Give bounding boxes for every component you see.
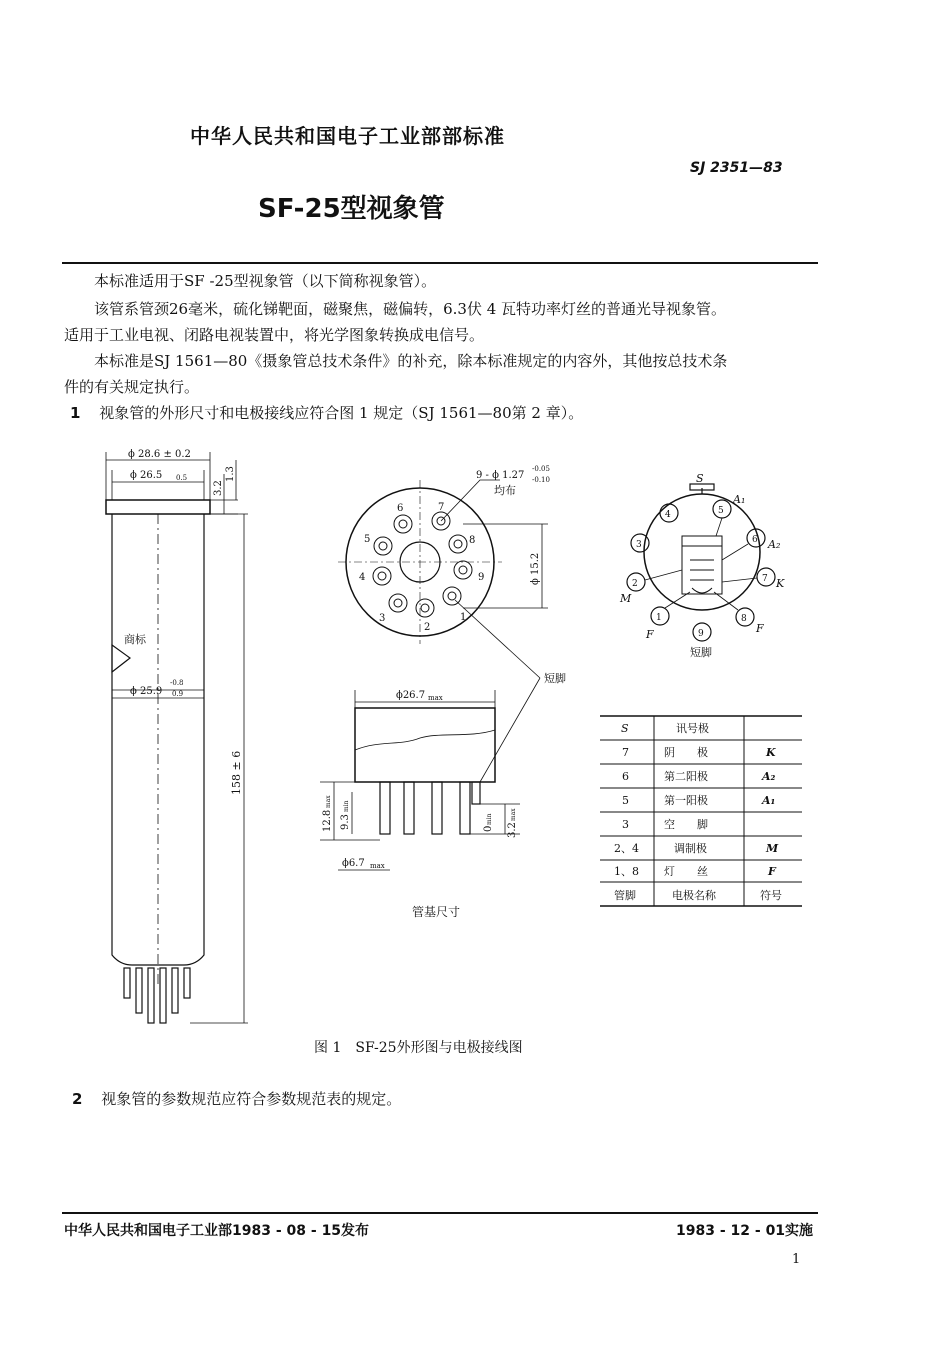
- table-r7-pin: 管脚: [614, 889, 636, 902]
- tube-dim-3-2: 3.2: [213, 480, 224, 496]
- tube-dim-1-3: 1.3: [225, 466, 236, 482]
- base-pin-holes-spec: 9 - ϕ 1.27: [476, 470, 525, 481]
- section-1: [64, 400, 824, 426]
- tube-dim-inner: ϕ 26.5: [130, 470, 163, 481]
- base-pin-1: 1: [460, 612, 467, 623]
- schem-pin-8: 8: [741, 614, 747, 624]
- tube-dim-neck-tol-top: -0.8: [170, 679, 184, 687]
- base-side-view: [320, 690, 520, 870]
- schem-pin-2: 2: [632, 579, 638, 589]
- schem-pin-3: 3: [636, 540, 642, 550]
- base-pin-9: 9: [478, 572, 485, 583]
- base-side-h3-sub: max: [510, 808, 517, 821]
- paragraph-reference-1: 本标准是SJ 1561—80《摄象管总技术条件》的补充，除本标准规定的内容外，其他按总技术条: [94, 352, 728, 370]
- section-1-text: 视象管的外形尺寸和电极接线应符合图 1 规定（SJ 1561—80第 2 章）。: [99, 404, 584, 422]
- table-r1-name: 阴 极: [664, 746, 708, 759]
- tube-length: 158 ± 6: [230, 750, 243, 795]
- document-title: SF-25型视象管: [258, 194, 445, 224]
- base-pin-3: 3: [379, 613, 386, 624]
- schem-pin-6: 6: [752, 535, 758, 545]
- schem-pin-1: 1: [656, 613, 662, 623]
- section-1-number: 1: [70, 404, 81, 422]
- schem-label-f2: F: [756, 622, 764, 635]
- table-r3-name: 第一阳极: [664, 794, 708, 807]
- base-pin-7: 7: [438, 502, 445, 513]
- schem-pin-9: 9: [698, 629, 704, 639]
- schem-short-pin: 短脚: [690, 646, 712, 659]
- table-r6-sym: F: [768, 865, 776, 878]
- header-rule: [62, 262, 818, 264]
- table-r5-pin: 2、4: [614, 842, 639, 855]
- schem-pin-5: 5: [718, 506, 724, 516]
- base-pin-2: 2: [424, 622, 431, 633]
- base-side-h3: 3.2: [507, 822, 518, 838]
- base-side-gap-sub: min: [486, 813, 493, 825]
- schem-pin-7: 7: [762, 574, 768, 584]
- table-r5-sym: M: [766, 842, 779, 855]
- base-pin-distributed: 均布: [494, 484, 516, 497]
- table-r3-sym: A₁: [762, 794, 776, 807]
- table-r7-sym: 符号: [760, 889, 782, 902]
- tube-dim-neck-tol-bot: 0.9: [172, 690, 184, 698]
- table-r3-pin: 5: [622, 794, 629, 807]
- schem-label-a2: A₂: [768, 538, 781, 551]
- base-short-pin-label: 短脚: [544, 672, 566, 685]
- section-2-number: 2: [72, 1090, 83, 1108]
- base-pin-8: 8: [469, 535, 476, 546]
- paragraph-reference-2: 件的有关规定执行。: [64, 378, 200, 396]
- base-pin-6: 6: [397, 503, 404, 514]
- base-side-gap: 0: [483, 825, 494, 832]
- footer-rule: [62, 1212, 818, 1214]
- table-r1-sym: K: [766, 746, 776, 759]
- base-side-width: ϕ26.7: [396, 690, 426, 701]
- tube-dim-outer: ϕ 28.6 ± 0.2: [128, 449, 191, 460]
- base-side-h1-sub: max: [325, 795, 332, 808]
- base-side-pin-dia: ϕ6.7: [342, 858, 365, 869]
- effective-date: 1983 - 12 - 01实施: [676, 1223, 814, 1239]
- base-pin-holes-tol-top: -0.05: [532, 465, 550, 473]
- paragraph-description-1: 该管系管颈26毫米，硫化锑靶面，磁聚焦，磁偏转，6.3伏 4 瓦特功率灯丝的普通光导视象管。: [94, 300, 727, 318]
- table-r5-name: 调制极: [674, 842, 707, 855]
- base-bottom-view: [338, 480, 548, 782]
- figure-1: [0, 440, 950, 1080]
- tube-trademark-label: 商标: [124, 633, 146, 646]
- table-r6-name: 灯 丝: [664, 865, 708, 878]
- paragraph-description-2: 适用于工业电视、闭路电视装置中，将光学图象转换成电信号。: [64, 326, 485, 344]
- tube-dim-inner-tol: 0.5: [176, 474, 188, 482]
- table-r0-name: 讯号极: [676, 722, 709, 735]
- table-r4-pin: 3: [622, 818, 629, 831]
- base-side-h2-sub: min: [343, 800, 350, 812]
- base-pcd: ϕ 15.2: [530, 552, 541, 585]
- table-r4-name: 空 脚: [664, 818, 708, 831]
- section-2: [64, 1086, 824, 1112]
- base-side-width-sub: max: [428, 694, 443, 702]
- schem-label-f1: F: [646, 628, 654, 641]
- schematic-pin-numbers: [632, 506, 768, 639]
- table-r7-name: 电极名称: [672, 889, 716, 902]
- base-pin-4: 4: [359, 572, 366, 583]
- paragraph-scope: 本标准适用于SF -25型视象管（以下简称视象管）。: [94, 272, 437, 290]
- page-number: 1: [792, 1252, 801, 1267]
- base-pin-5: 5: [364, 534, 371, 545]
- figure-caption: 图 1 SF-25外形图与电极接线图: [314, 1040, 523, 1056]
- base-side-pin-dia-sub: max: [370, 862, 385, 870]
- base-side-h2: 9.3: [340, 814, 351, 830]
- issue-date: 中华人民共和国电子工业部1983 - 08 - 15发布: [64, 1223, 370, 1239]
- org-standard-title: 中华人民共和国电子工业部部标准: [190, 124, 505, 148]
- base-side-h1: 12.8: [322, 809, 333, 832]
- schem-label-s: S: [696, 472, 704, 485]
- table-r2-sym: A₂: [762, 770, 776, 783]
- schem-pin-4: 4: [665, 510, 671, 520]
- base-pin-holes-tol-bot: -0.10: [532, 476, 550, 484]
- schem-label-k: K: [776, 577, 785, 590]
- tube-outline-drawing: [106, 452, 248, 1023]
- table-r6-pin: 1、8: [614, 865, 639, 878]
- table-r0-pin: S: [621, 722, 629, 735]
- table-r2-pin: 6: [622, 770, 629, 783]
- tube-dim-neck: ϕ 25.9: [130, 686, 163, 697]
- schem-label-m: M: [620, 592, 632, 605]
- table-r1-pin: 7: [622, 746, 629, 759]
- section-2-text: 视象管的参数规范应符合参数规范表的规定。: [101, 1090, 402, 1108]
- base-side-caption: 管基尺寸: [412, 905, 461, 919]
- standard-code: SJ 2351—83: [690, 160, 783, 176]
- schem-label-a1: A₁: [733, 493, 746, 506]
- pin-schematic: [627, 484, 775, 641]
- table-r2-name: 第二阳极: [664, 770, 708, 783]
